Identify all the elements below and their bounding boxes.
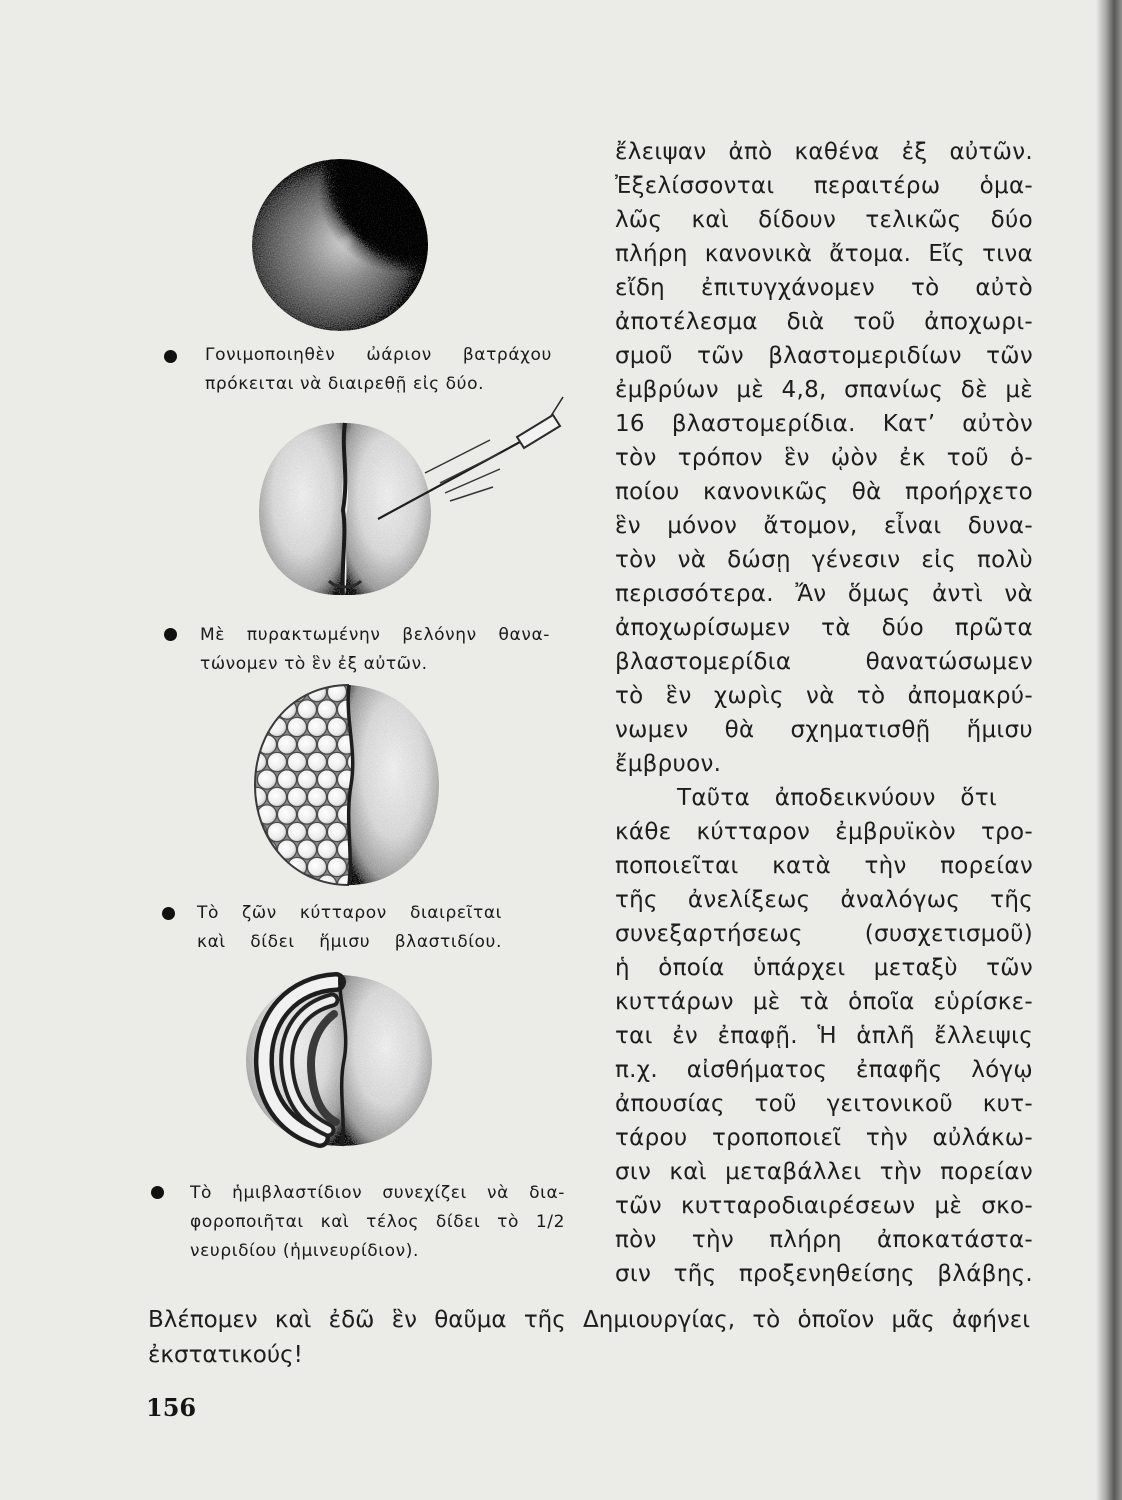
blastomere-cell [247, 717, 266, 736]
text-line: νωμεν θὰ σχηματισθῇ ἥμισυ [615, 717, 1033, 743]
text-line: πὸν τὴν πλήρη ἀποκατάστα- [615, 1227, 1033, 1253]
blastomere-cell [267, 822, 286, 841]
blastomere-cell [307, 822, 326, 841]
blastomere-cell [297, 840, 316, 859]
needle-holder [517, 415, 560, 448]
text-line: ποίου κανονικῶς θὰ προήρχετο [615, 479, 1033, 505]
right-blastomere [344, 423, 431, 595]
left-blastomere [259, 423, 346, 595]
closing-sentence [148, 1303, 1030, 1373]
blastomere-cell [287, 822, 306, 841]
paragraph-2 [615, 781, 1033, 1291]
bullet-icon [151, 1186, 164, 1199]
blastomere-cell [247, 857, 266, 876]
paragraph-1 [615, 135, 1033, 781]
caption-line: πρόκειται νὰ διαιρεθῇ εἰς δύο. [205, 374, 485, 394]
text-line: ἡ ὁποία ὑπάρχει μεταξὺ τῶν [615, 955, 1033, 981]
motion-line [445, 469, 500, 493]
blastomere-cell [317, 770, 336, 789]
text-line: ἀπουσίας τοῦ γειτονικοῦ κυτ- [615, 1091, 1033, 1117]
blastomere-cell [297, 770, 316, 789]
blastomere-cell [287, 752, 306, 771]
blastomere-cell [277, 770, 296, 789]
text-line: τὸ ἓν χωρὶς νὰ τὸ ἀπομακρύ- [615, 683, 1033, 709]
text-line: τῶν κυτταροδιαιρέσεων μὲ σκο- [615, 1193, 1033, 1219]
text-line: Ἐξελίσσονται περαιτέρω ὁμα- [615, 173, 1033, 199]
dead-blastomere [340, 975, 432, 1146]
blastomere-cell [267, 787, 286, 806]
blastomere-cell [327, 717, 346, 736]
text-line: ἔλειψαν ἀπὸ καθένα ἐξ αὐτῶν. [615, 139, 1033, 165]
blastomere-cell [257, 770, 276, 789]
page-edge-shadow [1096, 0, 1122, 1500]
text-line: σμοῦ τῶν βλαστομεριδίων τῶν [615, 343, 1033, 369]
caption-line: τώνομεν τὸ ἓν ἐξ αὐτῶν. [200, 654, 428, 674]
motion-line [450, 487, 493, 501]
dead-half [348, 685, 439, 885]
caption-line: Μὲ πυρακτωμένην βελόνην θανα- [200, 625, 550, 645]
blastomere-cell [297, 700, 316, 719]
bullet-icon [164, 350, 177, 363]
cleavage-groove [343, 423, 346, 595]
bullet-icon [164, 628, 177, 641]
blastomere-cell [287, 787, 306, 806]
blastomere-cell [287, 717, 306, 736]
text-line: τὸν νὰ δώσῃ γένεσιν εἰς πολὺ [615, 547, 1033, 573]
text-line: ἔμβρυον. [615, 751, 722, 777]
text-line: Ταῦτα ἀποδεικνύουν ὅτι [677, 785, 997, 811]
body-text-column [615, 135, 1033, 1291]
blastomere-cell [307, 787, 326, 806]
blastomere-cell [267, 857, 286, 876]
page-number: 156 [146, 1393, 197, 1422]
caption-2 [200, 621, 550, 679]
text-line: ἐμβρύων μὲ 4,8, σπανίως δὲ μὲ [615, 377, 1033, 403]
blastomere-cell [327, 752, 346, 771]
needle-holder-tip [551, 397, 563, 416]
blastomere-cell [247, 822, 266, 841]
blastomere-cell [297, 735, 316, 754]
blastomere-cell [287, 682, 306, 701]
text-line: ἀποχωρίσωμεν τὰ δύο πρῶτα [615, 615, 1033, 641]
blastomere-cell [327, 822, 346, 841]
blastomere-cell [257, 875, 276, 892]
caption-line: Γονιμοποιηθὲν ὠάριον βατράχου [205, 345, 552, 365]
egg-dark-pole [252, 159, 428, 331]
text-line: κυττάρων μὲ τὰ ὁποῖα εὑρίσκε- [615, 989, 1033, 1015]
blastomere-cell [267, 752, 286, 771]
blastomere-cell [317, 735, 336, 754]
text-line: τῆς ἀνελίξεως ἀναλόγως τῆς [615, 887, 1033, 913]
text-line: περισσότερα. Ἄν ὅμως ἀντὶ νὰ [615, 581, 1033, 607]
text-line: συνεξαρτήσεως (συσχετισμοῦ) [615, 921, 1033, 947]
blastomere-cell [257, 700, 276, 719]
blastomere-cell [317, 700, 336, 719]
text-line: λῶς καὶ δίδουν τελικῶς δύο [615, 207, 1033, 233]
text-line: ἀποτέλεσμα διὰ τοῦ ἀποχωρι- [615, 309, 1033, 335]
text-line: τὸν τρόπον ἓν ᾠὸν ἐκ τοῦ ὁ- [615, 445, 1033, 471]
caption-line: Τὸ ἡμιβλαστίδιον συνεχίζει νὰ δια- [190, 1183, 565, 1203]
blastomere-cell [297, 805, 316, 824]
blastomere-cell [317, 840, 336, 859]
text-line: ἓν μόνον ἄτομον, εἶναι δυνα- [615, 513, 1033, 539]
text-line: ποποιεῖται κατὰ τὴν πορείαν [615, 853, 1033, 879]
blastomere-cell [277, 875, 296, 892]
blastomere-cell [277, 735, 296, 754]
figure-half-blastula [245, 680, 450, 892]
text-line: κάθε κύτταρον ἐμβρυϊκὸν τρο- [615, 819, 1033, 845]
blastomere-cell [277, 805, 296, 824]
egg-sphere [252, 159, 428, 331]
bullet-icon [162, 907, 175, 920]
figure-half-embryo [240, 970, 440, 1152]
blastomere-cell [257, 840, 276, 859]
blastomere-cell [307, 752, 326, 771]
caption-4 [190, 1179, 565, 1266]
text-line: τάρου τροποποιεῖ τὴν αὐλάκω- [615, 1125, 1033, 1151]
blastomere-cell [267, 682, 286, 701]
blastomere-cell [307, 857, 326, 876]
dead-blastomere [348, 685, 439, 885]
text-line: πλήρη κανονικὰ ἄτομα. Εἴς τινα [615, 241, 1033, 267]
text-line: ἐκστατικούς! [148, 1342, 303, 1368]
text-line: Βλέπομεν καὶ ἐδῶ ἓν θαῦμα τῆς Δημιουργίας, τὸ ὁποῖον μᾶς ἀφήνει [148, 1307, 1030, 1333]
text-line: π.χ. αἰσθήματος ἐπαφῆς λόγῳ [615, 1057, 1033, 1083]
caption-3 [197, 899, 502, 957]
text-line: 16 βλαστομερίδια. Κατ’ αὐτὸν [615, 411, 1033, 437]
blastomere-cell [247, 682, 266, 701]
caption-line: Τὸ ζῶν κύτταρον διαιρεῖται [197, 903, 502, 923]
blastomere-cell [317, 805, 336, 824]
blastomere-cell [327, 787, 346, 806]
blastomere-cell [297, 875, 316, 892]
motion-lines [425, 440, 500, 501]
caption-line: καὶ δίδει ἥμισυ βλαστιδίου. [197, 932, 502, 952]
figure-fertilized-egg [245, 152, 435, 337]
motion-line [425, 440, 490, 473]
figure-two-cell-egg-needle [245, 385, 575, 610]
text-line: σιν καὶ μεταβάλλει τὴν πορείαν [615, 1159, 1033, 1185]
caption-line: νευριδίου (ἡμινευρίδιον). [190, 1241, 419, 1261]
text-line: σιν τῆς προξενηθείσης βλάβης. [615, 1261, 1033, 1287]
blastomere-cell [327, 857, 346, 876]
text-line: ται ἐν ἐπαφῇ. Ἡ ἁπλῆ ἔλλειψις [615, 1023, 1033, 1049]
text-line: εἴδη ἐπιτυγχάνομεν τὸ αὐτὸ [615, 275, 1033, 301]
text-line: βλαστομερίδια θανατώσωμεν [615, 649, 1033, 675]
caption-line: φοροποιῆται καὶ τέλος δίδει τὸ 1/2 [190, 1212, 565, 1232]
motion-line [440, 453, 500, 483]
blastomere-cell [307, 717, 326, 736]
